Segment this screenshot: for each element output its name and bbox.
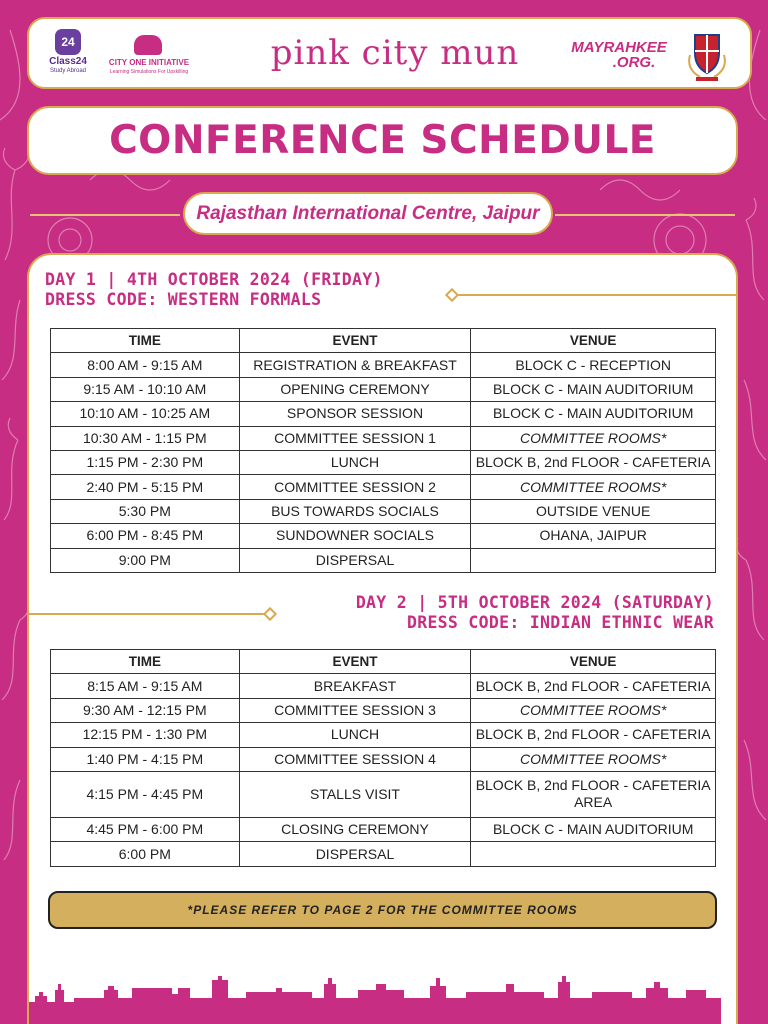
table-row xyxy=(51,499,716,523)
mayrahkee-logo xyxy=(569,39,669,70)
time-cell: 2:40 PM - 5:15 PM xyxy=(51,475,240,499)
table-header-row xyxy=(51,650,716,674)
column-header-venue: VENUE xyxy=(471,329,716,353)
event-cell: SUNDOWNER SOCIALS xyxy=(239,524,471,548)
day2-divider-ornament xyxy=(263,607,277,621)
venue-cell: COMMITTEE ROOMS* xyxy=(471,426,716,450)
event-cell: BREAKFAST xyxy=(239,674,471,698)
page-title: CONFERENCE SCHEDULE xyxy=(109,118,656,163)
event-cell: REGISTRATION & BREAKFAST xyxy=(239,353,471,377)
time-cell: 9:15 AM - 10:10 AM xyxy=(51,377,240,401)
time-cell: 1:15 PM - 2:30 PM xyxy=(51,450,240,474)
venue-cell xyxy=(471,842,716,866)
venue-cell: BLOCK C - MAIN AUDITORIUM xyxy=(471,377,716,401)
time-cell: 12:15 PM - 1:30 PM xyxy=(51,723,240,747)
time-cell: 5:30 PM xyxy=(51,499,240,523)
event-cell: COMMITTEE SESSION 3 xyxy=(239,698,471,722)
time-cell: 10:30 AM - 1:15 PM xyxy=(51,426,240,450)
event-cell: COMMITTEE SESSION 4 xyxy=(239,747,471,771)
venue-cell: BLOCK C - MAIN AUDITORIUM xyxy=(471,402,716,426)
day1-schedule-table xyxy=(50,328,716,573)
table-row xyxy=(51,524,716,548)
city-one-initiative-logo xyxy=(101,35,201,79)
time-cell: 9:00 PM xyxy=(51,548,240,572)
venue-name: Rajasthan International Centre, Jaipur xyxy=(196,202,540,224)
venue-cell: BLOCK B, 2nd FLOOR - CAFETERIA xyxy=(471,723,716,747)
venue-banner xyxy=(183,192,553,235)
day2-dress-code: DRESS CODE: INDIAN ETHNIC WEAR xyxy=(406,613,714,632)
class24-logo-icon: 24 xyxy=(55,29,81,55)
day2-heading: DAY 2 | 5TH OCTOBER 2024 (SATURDAY) xyxy=(355,593,714,612)
day2-header xyxy=(356,593,714,633)
note-text: *PLEASE REFER TO PAGE 2 FOR THE COMMITTEE ROOMS xyxy=(187,903,578,917)
venue-cell: BLOCK B, 2nd FLOOR - CAFETERIA xyxy=(471,450,716,474)
venue-cell: BLOCK B, 2nd FLOOR - CAFETERIA xyxy=(471,674,716,698)
day1-header xyxy=(45,270,383,310)
day2-schedule-table xyxy=(50,649,716,867)
city-skyline-illustration xyxy=(29,944,738,1024)
day2-divider-line xyxy=(29,613,269,615)
school-crest-icon xyxy=(684,27,730,83)
table-row xyxy=(51,426,716,450)
table-row xyxy=(51,674,716,698)
time-cell: 1:40 PM - 4:15 PM xyxy=(51,747,240,771)
day1-divider-ornament xyxy=(445,288,459,302)
class24-logo-tagline: Study Abroad xyxy=(49,68,87,74)
time-cell: 8:00 AM - 9:15 AM xyxy=(51,353,240,377)
time-cell: 4:45 PM - 6:00 PM xyxy=(51,817,240,841)
column-header-venue: VENUE xyxy=(471,650,716,674)
event-cell: BUS TOWARDS SOCIALS xyxy=(239,499,471,523)
table-row xyxy=(51,475,716,499)
event-cell: LUNCH xyxy=(239,723,471,747)
event-cell: OPENING CEREMONY xyxy=(239,377,471,401)
day1-divider-line xyxy=(454,294,738,296)
table-row xyxy=(51,450,716,474)
venue-cell: OHANA, JAIPUR xyxy=(471,524,716,548)
table-row xyxy=(51,698,716,722)
city-one-logo-tagline: Learning Simulations For Upskilling xyxy=(109,69,189,75)
mayrahkee-logo-line1: MAYRAHKEE xyxy=(571,39,667,56)
event-cell: CLOSING CEREMONY xyxy=(239,817,471,841)
table-row xyxy=(51,747,716,771)
time-cell: 6:00 PM xyxy=(51,842,240,866)
venue-cell: OUTSIDE VENUE xyxy=(471,499,716,523)
event-cell: DISPERSAL xyxy=(239,842,471,866)
table-header-row xyxy=(51,329,716,353)
table-row xyxy=(51,771,716,817)
event-cell: COMMITTEE SESSION 1 xyxy=(239,426,471,450)
pink-city-mun-logo: pink city mun xyxy=(270,33,520,73)
event-cell: DISPERSAL xyxy=(239,548,471,572)
committee-rooms-note xyxy=(48,891,717,929)
event-cell: LUNCH xyxy=(239,450,471,474)
day1-dress-code: DRESS CODE: WESTERN FORMALS xyxy=(45,290,322,309)
time-cell: 8:15 AM - 9:15 AM xyxy=(51,674,240,698)
column-header-time: TIME xyxy=(51,650,240,674)
city-one-logo-name: CITY ONE INITIATIVE xyxy=(108,58,190,67)
day1-heading: DAY 1 | 4TH OCTOBER 2024 (FRIDAY) xyxy=(45,270,383,289)
venue-cell: BLOCK B, 2nd FLOOR - CAFETERIA AREA xyxy=(471,771,716,817)
event-cell: SPONSOR SESSION xyxy=(239,402,471,426)
schedule-panel xyxy=(27,253,738,1024)
event-cell: COMMITTEE SESSION 2 xyxy=(239,475,471,499)
table-row xyxy=(51,817,716,841)
column-header-event: EVENT xyxy=(239,650,471,674)
class24-logo xyxy=(41,29,101,79)
venue-divider-right xyxy=(555,214,735,216)
venue-cell: COMMITTEE ROOMS* xyxy=(471,475,716,499)
venue-cell xyxy=(471,548,716,572)
venue-divider-left xyxy=(30,214,180,216)
city-one-logo-icon xyxy=(134,35,162,55)
table-row xyxy=(51,723,716,747)
logo-header-bar xyxy=(27,17,752,89)
time-cell: 4:15 PM - 4:45 PM xyxy=(51,771,240,817)
venue-cell: BLOCK C - RECEPTION xyxy=(471,353,716,377)
class24-logo-name: Class24 xyxy=(49,56,87,67)
column-header-time: TIME xyxy=(51,329,240,353)
table-row xyxy=(51,402,716,426)
table-row xyxy=(51,353,716,377)
time-cell: 6:00 PM - 8:45 PM xyxy=(51,524,240,548)
time-cell: 10:10 AM - 10:25 AM xyxy=(51,402,240,426)
title-banner xyxy=(27,106,738,175)
event-cell: STALLS VISIT xyxy=(239,771,471,817)
table-row xyxy=(51,842,716,866)
mayrahkee-logo-line2: .ORG. xyxy=(612,54,656,71)
venue-cell: BLOCK C - MAIN AUDITORIUM xyxy=(471,817,716,841)
venue-cell: COMMITTEE ROOMS* xyxy=(471,747,716,771)
column-header-event: EVENT xyxy=(239,329,471,353)
table-row xyxy=(51,548,716,572)
table-row xyxy=(51,377,716,401)
venue-cell: COMMITTEE ROOMS* xyxy=(471,698,716,722)
time-cell: 9:30 AM - 12:15 PM xyxy=(51,698,240,722)
